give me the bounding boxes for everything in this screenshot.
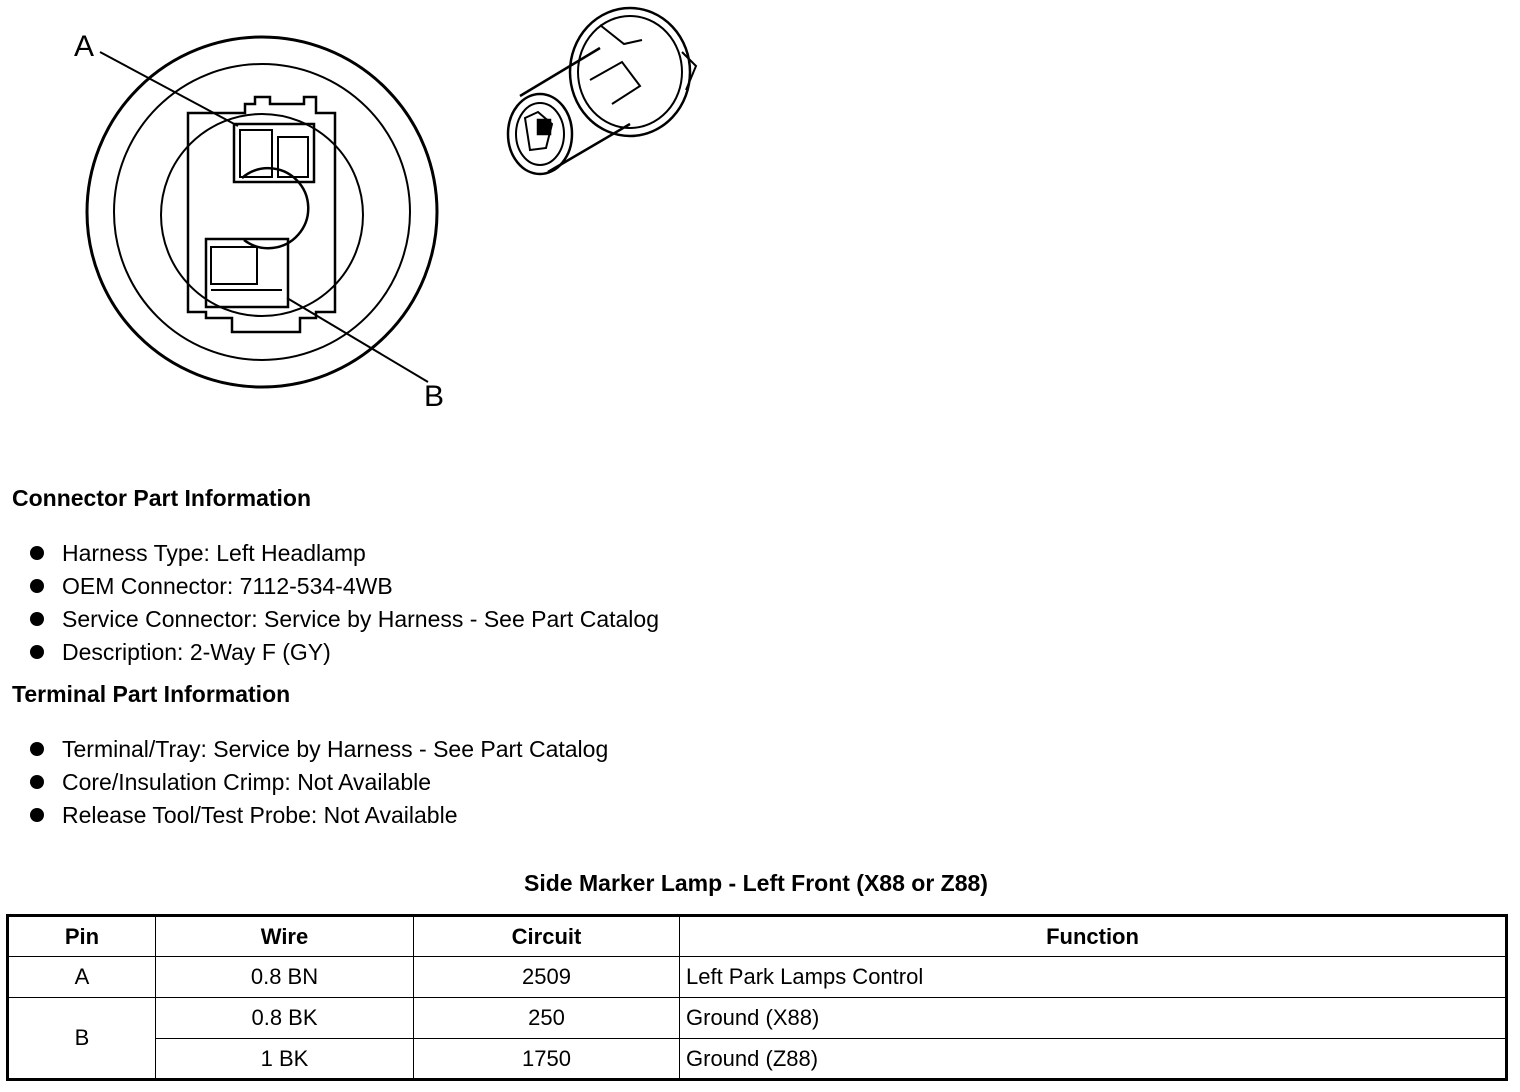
list-item <box>30 733 608 766</box>
cell-wire: 0.8 BK <box>156 998 414 1039</box>
cell-circuit: 250 <box>414 998 680 1039</box>
terminal-cavity-b <box>206 239 288 307</box>
list-item <box>30 766 608 799</box>
callout-label-a: A <box>74 30 95 63</box>
header-function: Function <box>680 916 1507 957</box>
bullet-icon <box>30 742 44 756</box>
bullet-icon <box>30 645 44 659</box>
list-item-text: Harness Type: Left Headlamp <box>62 540 366 566</box>
center-hole <box>242 168 308 248</box>
list-item-text: Release Tool/Test Probe: Not Available <box>62 802 458 828</box>
cell-wire: 0.8 BN <box>156 957 414 998</box>
terminal-info-heading: Terminal Part Information <box>12 681 291 707</box>
header-circuit: Circuit <box>414 916 680 957</box>
bullet-icon <box>30 579 44 593</box>
list-item <box>30 603 659 636</box>
list-item-text: Terminal/Tray: Service by Harness - See Part Catalog <box>62 736 609 762</box>
bullet-icon <box>30 808 44 822</box>
cell-pin: A <box>8 957 156 998</box>
callout-label-b: B <box>424 380 445 413</box>
cell-circuit: 2509 <box>414 957 680 998</box>
table-row <box>8 998 1507 1039</box>
lamp-socket-illustration <box>508 8 696 174</box>
cell-function: Left Park Lamps Control <box>680 957 1507 998</box>
bullet-icon <box>30 775 44 789</box>
list-item <box>30 799 608 832</box>
bullet-icon <box>30 612 44 626</box>
table-row <box>8 957 1507 998</box>
table-row <box>8 1039 1507 1080</box>
list-item <box>30 636 659 669</box>
cell-function: Ground (Z88) <box>680 1039 1507 1080</box>
pin-table <box>6 914 1508 1081</box>
table-header-row <box>8 916 1507 957</box>
list-item-text: Service Connector: Service by Harness - See Part Catalog <box>62 606 659 632</box>
header-wire: Wire <box>156 916 414 957</box>
cell-wire: 1 BK <box>156 1039 414 1080</box>
cell-circuit: 1750 <box>414 1039 680 1080</box>
pin-table-title: Side Marker Lamp - Left Front (X88 or Z88) <box>524 870 988 896</box>
connector-info-heading: Connector Part Information <box>12 485 312 511</box>
list-item-text: Core/Insulation Crimp: Not Available <box>62 769 432 795</box>
cell-pin: B <box>8 998 156 1080</box>
list-item-text: Description: 2-Way F (GY) <box>62 639 331 665</box>
list-item-text: OEM Connector: 7112-534-4WB <box>62 573 393 599</box>
list-item <box>30 570 659 603</box>
terminal-cavity-a <box>234 124 314 182</box>
connector-face-ring <box>161 114 363 316</box>
terminal-info-list <box>30 733 608 832</box>
bullet-icon <box>30 546 44 560</box>
cell-function: Ground (X88) <box>680 998 1507 1039</box>
connector-info-list <box>30 537 659 669</box>
header-pin: Pin <box>8 916 156 957</box>
connector-diagram <box>0 0 760 440</box>
list-item <box>30 537 659 570</box>
connector-outer-ring <box>87 37 437 387</box>
